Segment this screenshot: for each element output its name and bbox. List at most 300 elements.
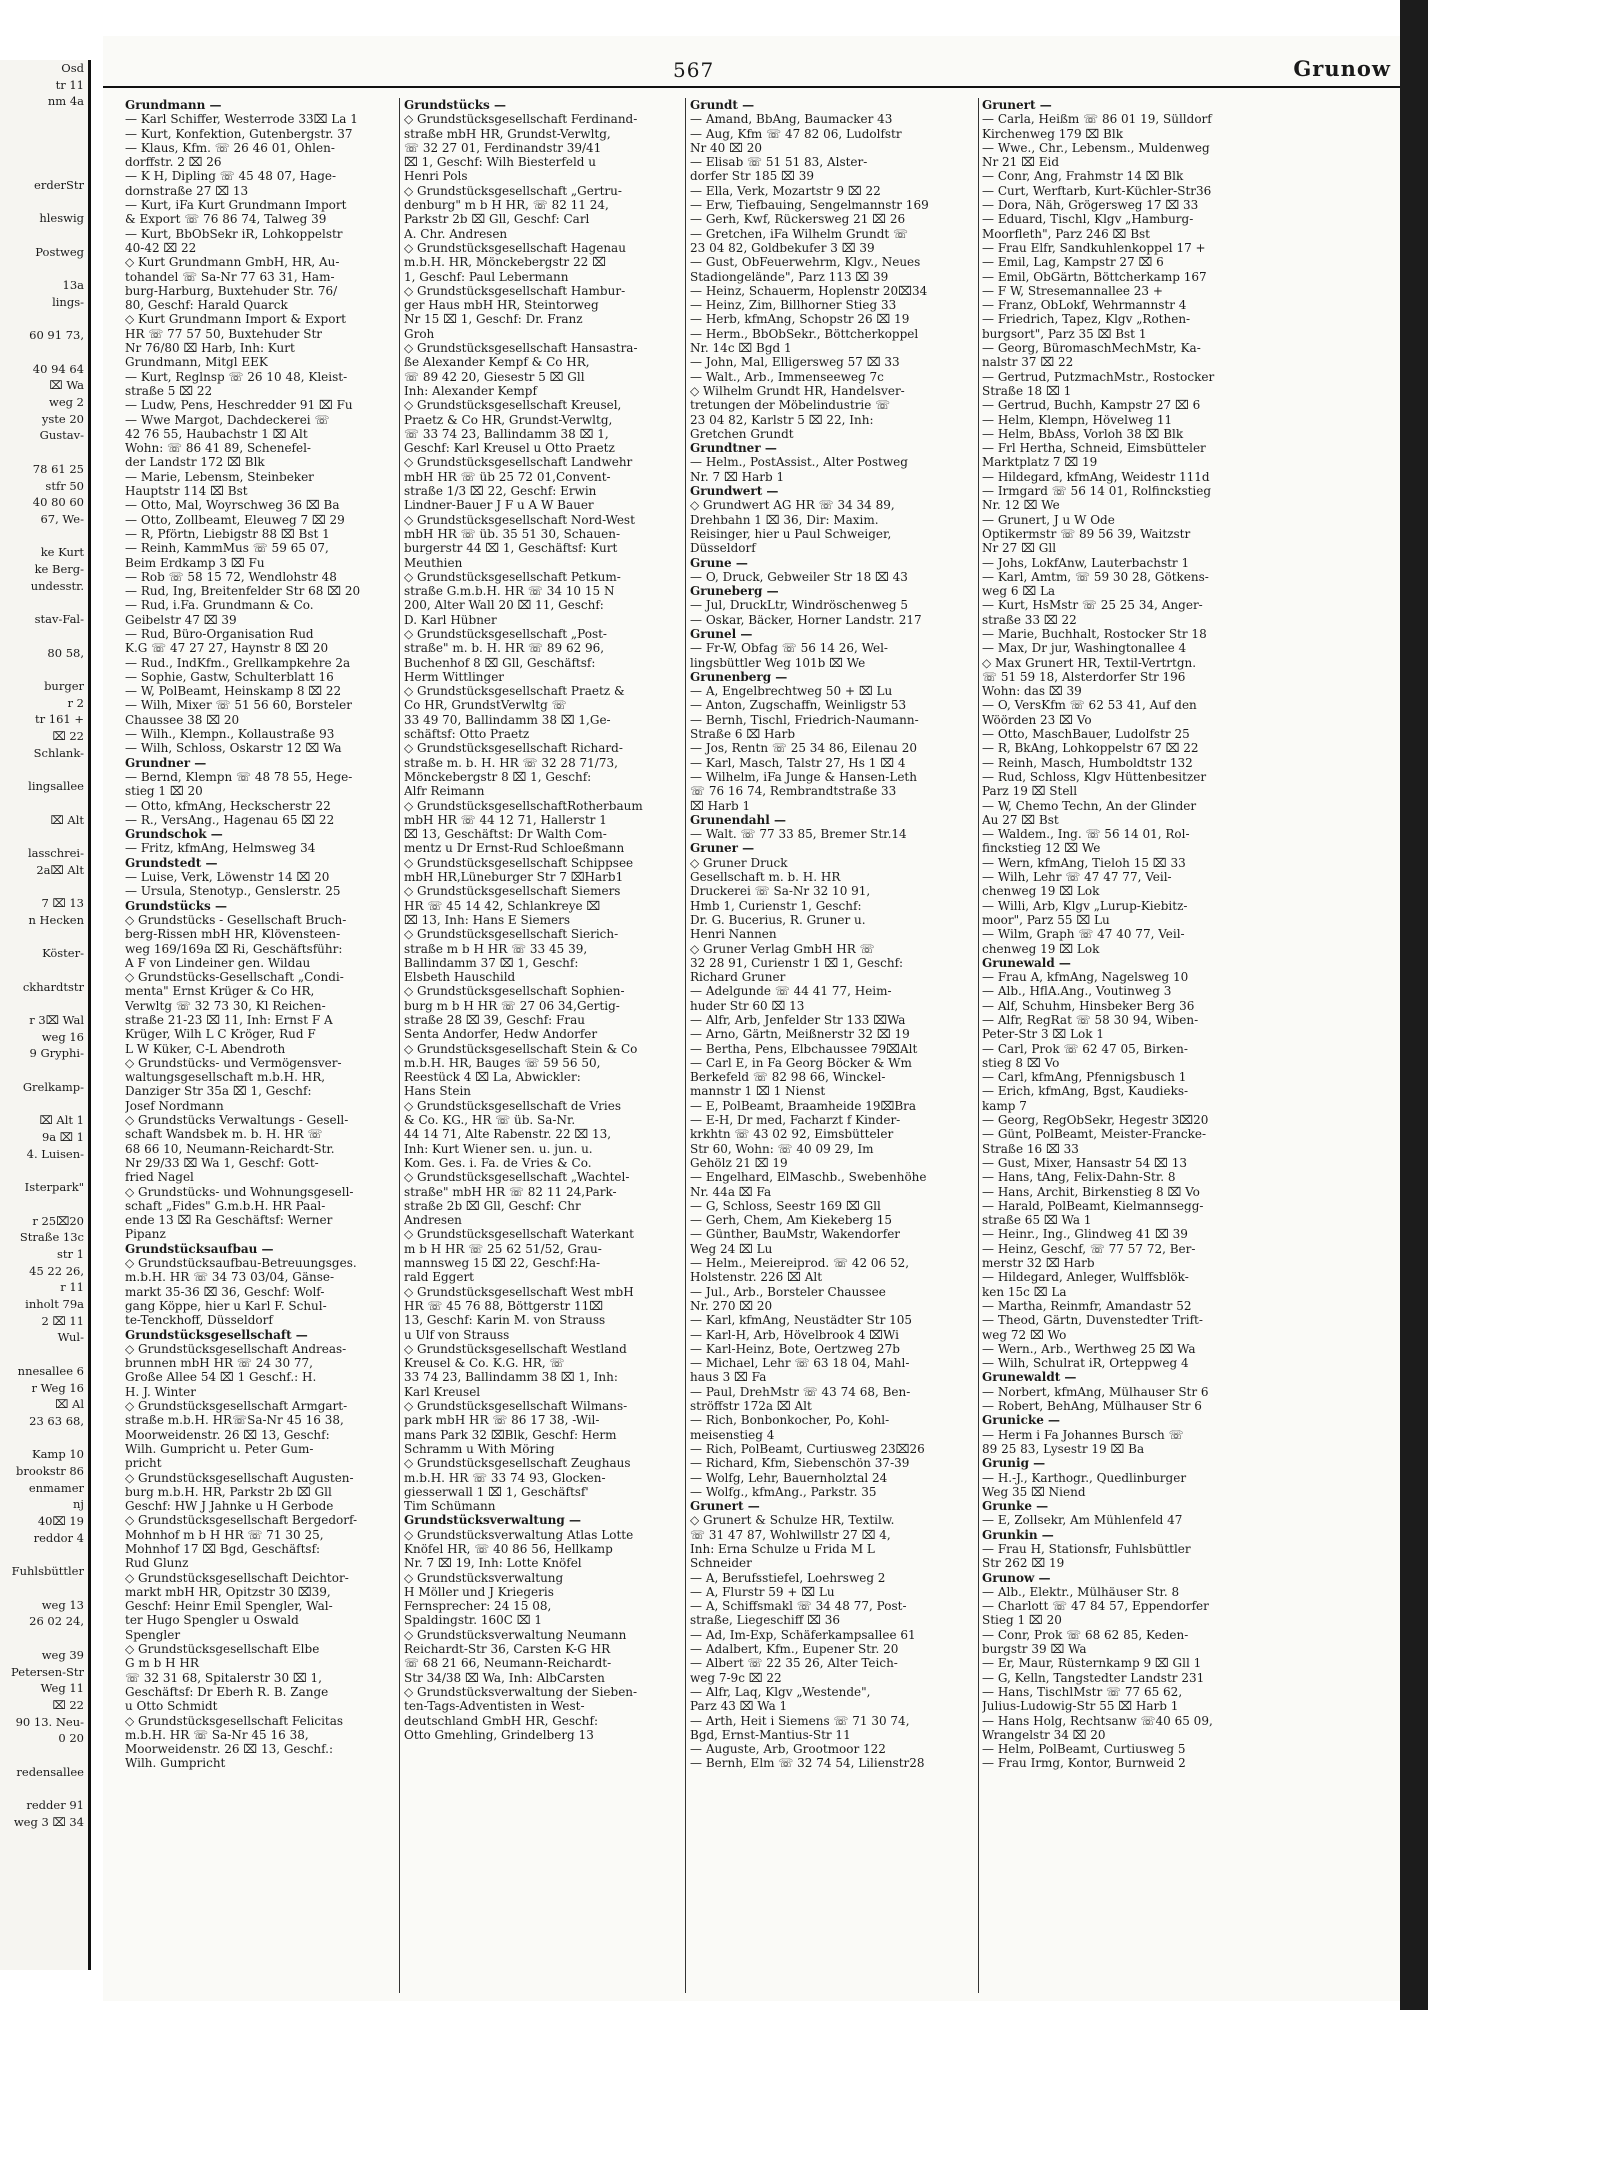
directory-entry-line: Inh: Kurt Wiener sen. u. jun. u. [404, 1141, 593, 1156]
directory-entry-line: denburg" m b H HR, ☏ 82 11 24, [404, 198, 609, 213]
previous-page-fragment: Isterpark" [24, 1180, 84, 1195]
directory-entry-line: mbH HR ☏ üb. 35 51 30, Schauen- [404, 526, 621, 541]
directory-entry-line: Otto Gmehling, Grindelberg 13 [404, 1727, 594, 1742]
directory-entry-line: ger Haus mbH HR, Steintorweg [404, 298, 599, 313]
surname-heading: Grundstedt — [125, 855, 218, 870]
directory-entry-line: — Richard, Kfm, Siebenschön 37-39 [690, 1456, 910, 1471]
directory-entry-line: Co HR, GrundstVerwltg ☏ [404, 698, 567, 713]
directory-entry-line: — Alb., HflA.Ang., Voutinweg 3 [982, 984, 1172, 999]
previous-page-margin [0, 60, 91, 1970]
directory-entry-line: brunnen mbH HR ☏ 24 30 77, [125, 1356, 313, 1371]
directory-entry-line: — Ursula, Stenotyp., Genslerstr. 25 [125, 884, 341, 899]
directory-entry-line: ◇ Grundstücks-Gesellschaft „Condi- [125, 970, 344, 985]
directory-entry-line: ◇ Grundstücksgesellschaft Deichtor- [125, 1570, 349, 1585]
directory-entry-line: A. Chr. Andresen [404, 226, 508, 241]
surname-heading: Grunenberg — [690, 669, 788, 684]
previous-page-fragment: 80 58, [47, 645, 84, 660]
directory-entry-line: ter Hugo Spengler u Oswald [125, 1613, 299, 1628]
directory-entry-line: — A, Berufsstiefel, Loehrsweg 2 [690, 1570, 886, 1585]
previous-page-fragment: Postweg [35, 244, 84, 259]
directory-entry-line: Wohn: ☏ 86 41 89, Schenefel- [125, 441, 311, 456]
directory-entry-line: — Erw, Tiefbauing, Sengelmannstr 169 [690, 198, 929, 213]
directory-entry-line: haus 3 ⌧ Fa [690, 1370, 767, 1385]
directory-entry-line: — Frau Elfr, Sandkuhlenkoppel 17 + [982, 240, 1206, 255]
directory-page [103, 36, 1423, 2001]
previous-page-fragment: 0 20 [58, 1731, 84, 1746]
previous-page-fragment: 4. Luisen- [26, 1146, 84, 1161]
previous-page-fragment: reddor 4 [33, 1530, 84, 1545]
previous-page-fragment [0, 1630, 88, 1647]
directory-entry-line: ströffstr 172a ⌧ Alt [690, 1399, 812, 1414]
directory-entry-line: ◇ Grundwert AG HR ☏ 34 34 89, [690, 498, 895, 513]
directory-entry-line: Kreusel & Co. K.G. HR, ☏ [404, 1356, 565, 1371]
directory-entry-line: — Alfr, Laq, Klgv „Westende", [690, 1684, 871, 1699]
previous-page-fragment: str 1 [57, 1246, 84, 1261]
directory-entry-line: — John, Mal, Elligersweg 57 ⌧ 33 [690, 355, 900, 370]
directory-entry-line: lingsbüttler Weg 101b ⌧ We [690, 655, 866, 670]
directory-entry-line: — Max, Dr jur, Washingtonallee 4 [982, 641, 1187, 656]
directory-entry-line: — Emil, ObGärtn, Böttcherkamp 167 [982, 269, 1207, 284]
previous-page-fragment: 60 91 73, [29, 328, 84, 343]
directory-entry-line: Nr. 270 ⌧ 20 [690, 1298, 773, 1313]
directory-entry-line: burg m.b.H. HR, Parkstr 2b ⌧ Gll [125, 1484, 332, 1499]
directory-entry-line: straße 28 ⌧ 39, Geschf: Frau [404, 1013, 585, 1027]
directory-entry-line: ◇ Grundstücksgesellschaft „Post- [404, 626, 607, 641]
directory-entry-line: ◇ Grundstücks- und Vermögensver- [125, 1055, 342, 1070]
surname-heading: Grundtner — [690, 441, 777, 456]
surname-heading: Gruneberg — [690, 584, 779, 599]
directory-entry-line: 1, Geschf: Paul Lebermann [404, 269, 569, 284]
directory-entry-line: Gehölz 21 ⌧ 19 [690, 1155, 788, 1170]
directory-entry-line: ◇ Grundstücksverwaltung [404, 1570, 564, 1585]
previous-page-fragment [0, 1780, 88, 1797]
directory-entry-line: burgerstr 44 ⌧ 1, Geschäftsf: Kurt [404, 541, 618, 556]
previous-page-fragment [0, 144, 88, 161]
column-2 [404, 98, 681, 1993]
directory-entry-line: ◇ Gruner Verlag GmbH HR ☏ [690, 941, 875, 956]
directory-entry-line: — Alfr, RegRat ☏ 58 30 94, Wiben- [982, 1013, 1199, 1027]
directory-entry-line: ☏ 31 47 87, Wohlwillstr 27 ⌧ 4, [690, 1527, 891, 1542]
directory-entry-line: 23 04 82, Goldbekufer 3 ⌧ 39 [690, 240, 875, 255]
directory-entry-line: Verwltg ☏ 32 73 30, Kl Reichen- [125, 998, 326, 1013]
previous-page-fragment: r 25⌧20 [32, 1213, 84, 1228]
directory-entry-line: Parkstr 2b ⌧ Gll, Geschf: Carl [404, 212, 590, 227]
directory-entry-line: — Wern., Arb., Werthweg 25 ⌧ Wa [982, 1341, 1196, 1356]
surname-heading: Grundstücks — [404, 98, 506, 112]
directory-entry-line: 40-42 ⌧ 22 [125, 240, 197, 255]
previous-page-fragment: tr 11 [55, 77, 84, 92]
directory-entry-line: Groh [404, 326, 435, 341]
directory-entry-line: ◇ Grundstücksgesellschaft Waterkant [404, 1227, 635, 1242]
directory-entry-line: — Marie, Lebensm, Steinbeker [125, 469, 314, 484]
directory-entry-line: — Bertha, Pens, Elbchaussee 79⌧Alt [690, 1041, 918, 1056]
previous-page-fragment: brookstr 86 [16, 1464, 84, 1479]
directory-entry-line: Ballindamm 37 ⌧ 1, Geschf: [404, 955, 579, 970]
previous-page-fragment: ⌧ Wa [49, 378, 84, 393]
directory-entry-line: Karl Kreusel [404, 1384, 481, 1399]
previous-page-fragment [0, 344, 88, 361]
directory-entry-line: — Herm., BbObSekr., Böttcherkoppel [690, 326, 919, 341]
directory-entry-line: straße 5 ⌧ 22 [125, 383, 213, 398]
previous-page-fragment: 26 02 24, [29, 1614, 84, 1629]
directory-entry-line: — Wwe., Chr., Lebensm., Muldenweg [982, 140, 1210, 155]
surname-heading: Grundstücksaufbau — [125, 1241, 274, 1256]
directory-entry-line: — Günther, BauMstr, Wakendorfer [690, 1227, 901, 1242]
directory-entry-line: — Helm., PostAssist., Alter Postweg [690, 455, 908, 470]
directory-entry-line: Alfr Reimann [404, 784, 485, 799]
directory-entry-line: — E, PolBeamt, Braamheide 19⌧Bra [690, 1098, 917, 1113]
directory-entry-line: — Luise, Verk, Löwenstr 14 ⌧ 20 [125, 870, 330, 885]
directory-entry-line: Nr 15 ⌧ 1, Geschf: Dr. Franz [404, 312, 583, 327]
directory-entry-line: — Emil, Lag, Kampstr 27 ⌧ 6 [982, 255, 1164, 270]
directory-entry-line: ◇ Grundstücksgesellschaft Augusten- [125, 1470, 354, 1485]
previous-page-fragment: 90 13. Neu- [15, 1714, 84, 1729]
directory-entry-line: Mohnhof m b H HR ☏ 71 30 25, [125, 1527, 324, 1542]
directory-entry-line: Wöörden 23 ⌧ Vo [982, 712, 1092, 727]
surname-heading: Grunert — [690, 1499, 760, 1514]
directory-entry-line: weg 169/169a ⌧ Ri, Geschäftsführ: [125, 941, 343, 956]
previous-page-fragment [0, 311, 88, 328]
previous-page-fragment: Grelkamp- [22, 1079, 84, 1094]
directory-entry-line: — Johs, LokfAnw, Lauterbachstr 1 [982, 555, 1190, 570]
directory-entry-line: Henri Nannen [690, 927, 777, 942]
directory-entry-line: ◇ Grundstücksgesellschaft Siemers [404, 884, 621, 899]
directory-entry-line: m.b.H. HR ☏ Sa-Nr 45 16 38, [125, 1727, 309, 1742]
directory-entry-line: ◇ Grundstücksaufbau-Betreuungsges. [125, 1256, 357, 1271]
previous-page-fragment: r 11 [60, 1280, 84, 1295]
directory-entry-line: — Rob ☏ 58 15 72, Wendlohstr 48 [125, 569, 337, 584]
directory-entry-line: — Kurt, BbObSekr iR, Lohkoppelstr [125, 226, 343, 241]
directory-entry-line: — Carl, kfmAng, Pfennigsbusch 1 [982, 1070, 1187, 1085]
directory-entry-line: — E, Zollsekr, Am Mühlenfeld 47 [982, 1513, 1183, 1528]
previous-page-fragment: lings- [52, 294, 84, 309]
directory-entry-line: deutschland GmbH HR, Geschf: [404, 1713, 598, 1728]
directory-entry-line: Wilh. Gumpricht [125, 1756, 226, 1771]
page-number: 567 [673, 58, 715, 82]
directory-entry-line: ◇ Grundstücksgesellschaft Kreusel, [404, 398, 622, 413]
previous-page-fragment [0, 227, 88, 244]
previous-page-fragment: weg 16 [41, 1029, 84, 1044]
directory-entry-line: — Willi, Arb, Klgv „Lurup-Kiebitz- [982, 898, 1188, 913]
previous-page-fragment: 7 ⌧ 13 [41, 896, 84, 911]
directory-entry-line: Tim Schümann [404, 1499, 496, 1514]
previous-page-fragment: 2 ⌧ 11 [41, 1313, 84, 1328]
directory-entry-line: Andresen [404, 1213, 462, 1228]
surname-heading: Grune — [690, 555, 748, 570]
directory-entry-line: — R, BkAng, Lohkoppelstr 67 ⌧ 22 [982, 741, 1199, 756]
directory-entry-line: — Paul, DrehMstr ☏ 43 74 68, Ben- [690, 1384, 911, 1399]
directory-entry-line: Henri Pols [404, 169, 468, 184]
surname-heading: Grunke — [982, 1499, 1049, 1514]
directory-entry-line: — Herm i Fa Johannes Bursch ☏ [982, 1427, 1184, 1442]
directory-entry-line: krkhtn ☏ 43 02 92, Eimsbütteler [690, 1127, 894, 1142]
directory-entry-line: Bgd, Ernst-Mantius-Str 11 [690, 1727, 851, 1742]
directory-entry-line: mbH HR ☏ 44 12 71, Hallerstr 1 [404, 812, 607, 827]
directory-entry-line: gang Köppe, hier u Karl F. Schul- [125, 1298, 327, 1313]
directory-entry-line: Danziger Str 35a ⌧ 1, Geschf: [125, 1084, 312, 1099]
directory-entry-line: — Walt. ☏ 77 33 85, Bremer Str.14 [690, 827, 907, 842]
directory-entry-line: straße 65 ⌧ Wa 1 [982, 1213, 1092, 1228]
directory-entry-line: dornstraße 27 ⌧ 13 [125, 183, 249, 198]
directory-entry-line: waltungsgesellschaft m.b.H. HR, [125, 1070, 326, 1085]
directory-entry-line: ◇ Grundstücksgesellschaft Westland [404, 1341, 627, 1356]
directory-entry-line: ende 13 ⌧ Ra Geschäftsf: Werner [125, 1213, 333, 1228]
directory-entry-line: — Wilm, Graph ☏ 47 40 77, Veil- [982, 927, 1185, 942]
previous-page-fragment: erderStr [34, 177, 84, 192]
directory-entry-line: Geschf: HW J Jahnke u H Gerbode [125, 1499, 334, 1514]
previous-page-fragment [0, 1430, 88, 1447]
directory-entry-line: — Bernd, Klempn ☏ 48 78 55, Hege- [125, 769, 353, 784]
surname-heading: Grunkin — [982, 1527, 1054, 1542]
directory-entry-line: — Arno, Gärtn, Meißnerstr 32 ⌧ 19 [690, 1027, 910, 1042]
directory-entry-line: Moorfleth", Parz 246 ⌧ Bst [982, 226, 1150, 241]
directory-entry-line: Buchenhof 8 ⌧ Gll, Geschäftsf: [404, 655, 596, 670]
directory-entry-line: — Karl-Heinz, Bote, Oertzweg 27b [690, 1341, 900, 1356]
directory-entry-line: — Eduard, Tischl, Klgv „Hamburg- [982, 212, 1194, 227]
directory-entry-line: — Marie, Buchhalt, Rostocker Str 18 [982, 626, 1207, 641]
previous-page-fragment [0, 1196, 88, 1213]
directory-entry-line: 68 66 10, Neumann-Reichardt-Str. [125, 1141, 335, 1156]
directory-entry-line: Reestück 4 ⌧ La, Abwickler: [404, 1070, 581, 1085]
directory-entry-line: — Waldem., Ing. ☏ 56 14 01, Rol- [982, 827, 1190, 842]
previous-page-fragment: lasschrei- [27, 846, 84, 861]
directory-entry-line: — R., VersAng., Hagenau 65 ⌧ 22 [125, 812, 335, 827]
previous-page-fragment: redensallee [16, 1764, 84, 1779]
directory-entry-line: — Charlott ☏ 47 84 57, Eppendorfer [982, 1599, 1209, 1614]
directory-entry-line: giesserwall 1 ⌧ 1, Geschäftsf' [404, 1484, 589, 1499]
directory-entry-line: mans Park 32 ⌧Blk, Geschf: Herm [404, 1427, 617, 1442]
directory-entry-line: — Kurt, Reglnsp ☏ 26 10 48, Kleist- [125, 369, 348, 384]
directory-entry-line: — Carl, Prok ☏ 62 47 05, Birken- [982, 1041, 1188, 1056]
directory-entry-line: Moorweidenstr. 26 ⌧ 13, Geschf.: [125, 1742, 334, 1757]
directory-entry-line: Straße 6 ⌧ Harb [690, 727, 795, 742]
directory-entry-line: Knöfel HR, ☏ 40 86 56, Hellkamp [404, 1541, 613, 1556]
directory-entry-line: — Conr, Prok ☏ 68 62 85, Keden- [982, 1627, 1189, 1642]
directory-entry-line: — Jos, Rentn ☏ 25 34 86, Eilenau 20 [690, 741, 917, 756]
directory-entry-line: D. Karl Hübner [404, 612, 497, 627]
directory-entry-line: — Conr, Ang, Frahmstr 14 ⌧ Blk [982, 169, 1184, 184]
directory-entry-line: — Karl-H, Arb, Hövelbrook 4 ⌧Wi [690, 1327, 899, 1342]
previous-page-fragment: r Weg 16 [31, 1380, 84, 1395]
directory-entry-line: — H.-J., Karthogr., Quedlinburger [982, 1470, 1187, 1485]
directory-entry-line: straße m.b.H. HR☏Sa-Nr 45 16 38, [125, 1413, 344, 1428]
directory-entry-line: Nr. 12 ⌧ We [982, 498, 1060, 513]
previous-page-fragment: r 2 [67, 695, 84, 710]
directory-entry-line: Nr 76/80 ⌧ Harb, Inh: Kurt [125, 341, 295, 356]
previous-page-fragment [0, 962, 88, 979]
directory-entry-line: straße m. b. H. HR ☏ 32 28 71/73, [404, 755, 618, 770]
directory-entry-line: — Helm, Klempn, Hövelweg 11 [982, 412, 1173, 427]
directory-entry-line: — Karl, Masch, Talstr 27, Hs 1 ⌧ 4 [690, 755, 906, 770]
directory-entry-line: chenweg 19 ⌧ Lok [982, 941, 1100, 956]
previous-page-fragment [0, 194, 88, 211]
surname-heading: Grunewald — [982, 955, 1071, 970]
directory-entry-line: Julius-Ludowig-Str 55 ⌧ Harb 1 [982, 1699, 1179, 1714]
directory-entry-line: Hauptstr 114 ⌧ Bst [125, 484, 248, 499]
directory-entry-line: — Friedrich, Tapez, Klgv „Rothen- [982, 312, 1191, 327]
directory-entry-line: — Hans, tAng, Felix-Dahn-Str. 8 [982, 1170, 1176, 1185]
directory-entry-line: — Alf, Schuhm, Hinsbeker Berg 36 [982, 998, 1195, 1013]
directory-entry-line: — Engelhard, ElMaschb., Swebenhöhe [690, 1170, 927, 1185]
directory-entry-line: — Kurt, Konfektion, Gutenbergstr. 37 [125, 126, 353, 141]
directory-entry-line: — Wolfg., kfmAng., Parkstr. 35 [690, 1484, 877, 1499]
column-divider [978, 98, 979, 1993]
directory-entry-line: 42 76 55, Haubachstr 1 ⌧ Alt [125, 426, 308, 441]
directory-entry-line: ◇ Kurt Grundmann Import & Export [125, 312, 346, 327]
surname-heading: Grunendahl — [690, 812, 787, 827]
directory-entry-line: — Franz, ObLokf, Wehrmannstr 4 [982, 298, 1187, 313]
directory-entry-line: — Wilh, Mixer ☏ 51 56 60, Borsteler [125, 698, 352, 713]
column-4 [982, 98, 1284, 1993]
directory-entry-line: ◇ Grundstücksgesellschaft Landwehr [404, 455, 633, 470]
directory-entry-line: mannsweg 15 ⌧ 22, Geschf:Ha- [404, 1256, 601, 1271]
column-3 [690, 98, 974, 1993]
directory-entry-line: — Theod, Gärtn, Duvenstedter Trift- [982, 1313, 1203, 1328]
directory-entry-line: ◇ Grundstücksgesellschaft Richard- [404, 741, 623, 756]
previous-page-fragment: ckhardtstr [22, 979, 84, 994]
directory-entry-line: — Jul., Arb., Borsteler Chaussee [690, 1284, 886, 1299]
previous-page-fragment: 2a⌧ Alt [36, 862, 84, 877]
directory-entry-line: Nr 21 ⌧ Eid [982, 155, 1060, 170]
directory-entry-line: — Michael, Lehr ☏ 63 18 04, Mahl- [690, 1356, 910, 1371]
directory-entry-line: schäftsf: Otto Praetz [404, 727, 530, 742]
previous-page-fragment: Schlank- [33, 745, 84, 760]
directory-entry-line: — Klaus, Kfm. ☏ 26 46 01, Ohlen- [125, 140, 335, 155]
directory-entry-line: — Hans, TischlMstr ☏ 77 65 62, [982, 1684, 1183, 1699]
directory-entry-line: — Anton, Zugschaffn, Weinligstr 53 [690, 698, 907, 713]
surname-heading: Grunert — [982, 98, 1052, 112]
directory-entry-line: — Helm., Meiereiprod. ☏ 42 06 52, [690, 1256, 910, 1271]
directory-entry-line: — Harald, PolBeamt, Kielmannsegg- [982, 1198, 1204, 1213]
surname-heading: Grunow — [982, 1570, 1051, 1585]
directory-entry-line: — Hans Holg, Rechtsanw ☏40 65 09, [982, 1713, 1213, 1728]
previous-page-fragment: Straße 13c [19, 1230, 84, 1245]
directory-entry-line: Wilh. Gumpricht u. Peter Gum- [125, 1441, 314, 1456]
previous-page-fragment [0, 260, 88, 277]
surname-heading: Grundschok — [125, 827, 223, 842]
directory-entry-line: Nr. 7 ⌧ 19, Inh: Lotte Knöfel [404, 1556, 582, 1571]
directory-entry-line: — Gretchen, iFa Wilhelm Grundt ☏ [690, 226, 909, 241]
directory-entry-line: — Heinr., Ing., Glindweg 41 ⌧ 39 [982, 1227, 1188, 1242]
directory-entry-line: straße, Liegeschiff ⌧ 36 [690, 1613, 841, 1628]
directory-entry-line: — Adalbert, Kfm., Eupener Str. 20 [690, 1642, 899, 1657]
directory-entry-line: ◇ Grundstücksgesellschaft Hansastra- [404, 341, 638, 356]
previous-page-fragment: ke Kurt [40, 545, 84, 560]
surname-heading: Grundner — [125, 755, 207, 770]
directory-entry-line: ⌧ Harb 1 [690, 798, 751, 813]
directory-entry-line: — Curt, Werftarb, Kurt-Küchler-Str36 [982, 183, 1212, 198]
directory-entry-line: ◇ Grundstücks - Gesellschaft Bruch- [125, 912, 347, 927]
directory-entry-line: Düsseldorf [690, 541, 756, 556]
directory-entry-line: — Helm, BbAss, Vorloh 38 ⌧ Blk [982, 426, 1184, 441]
directory-entry-line: pricht [125, 1456, 162, 1471]
directory-entry-line: & Export ☏ 76 86 74, Talweg 39 [125, 212, 327, 227]
directory-entry-line: Drehbahn 1 ⌧ 36, Dir: Maxim. [690, 512, 879, 527]
directory-entry-line: — Oskar, Bäcker, Horner Landstr. 217 [690, 612, 922, 627]
directory-entry-line: straße m b H HR ☏ 33 45 39, [404, 941, 588, 956]
directory-entry-line: ⌧ 13, Inh: Hans E Siemers [404, 912, 571, 927]
directory-entry-line: Straße 18 ⌧ 1 [982, 383, 1072, 398]
directory-entry-line: — Grunert, J u W Ode [982, 512, 1115, 527]
directory-entry-line: 33 74 23, Ballindamm 38 ⌧ 1, Inh: [404, 1370, 618, 1385]
directory-entry-line: — Otto, kfmAng, Heckscherstr 22 [125, 798, 331, 813]
directory-entry-line: ◇ Grundstücksgesellschaft Felicitas [125, 1713, 344, 1728]
previous-page-fragment: Petersen-Str [11, 1664, 84, 1679]
directory-entry-line: markt mbH HR, Opitzstr 30 ⌧39, [125, 1584, 331, 1599]
directory-entry-line: Optikermstr ☏ 89 56 39, Waitzstr [982, 526, 1191, 541]
header-rule [103, 86, 1408, 88]
directory-entry-line: — Georg, RegObSekr, Hegestr 3⌧20 [982, 1113, 1209, 1128]
directory-entry-line: — Rud., IndKfm., Grellkampkehre 2a [125, 655, 351, 670]
previous-page-fragment [0, 444, 88, 461]
directory-entry-line: Str 60, Wohn: ☏ 40 09 29, Im [690, 1141, 874, 1156]
directory-entry-line: ☏ 76 16 74, Rembrandtstraße 33 [690, 784, 897, 799]
directory-entry-line: — Jul, DruckLtr, Windröschenweg 5 [690, 598, 909, 613]
directory-entry-line: mbH HR ☏ üb 25 72 01,Convent- [404, 469, 611, 484]
directory-entry-line: ◇ Max Grunert HR, Textil-Vertrtgn. [982, 655, 1197, 670]
directory-entry-line: ◇ GrundstücksgesellschaftRotherbaum [404, 798, 643, 813]
directory-entry-line: ten-Tags-Adventisten in West- [404, 1699, 585, 1714]
directory-entry-line: — Amand, BbAng, Baumacker 43 [690, 112, 893, 127]
directory-entry-line: — Wwe Margot, Dachdeckerei ☏ [125, 412, 330, 427]
directory-entry-line: Chaussee 38 ⌧ 20 [125, 712, 240, 727]
directory-entry-line: — Rud, Büro-Organisation Rud [125, 626, 314, 641]
directory-entry-line: Beim Erdkamp 3 ⌧ Fu [125, 555, 265, 570]
directory-entry-line: — R, Pförtn, Liebigstr 88 ⌧ Bst 1 [125, 526, 330, 541]
directory-entry-line: park mbH HR ☏ 86 17 38, -Wil- [404, 1413, 600, 1428]
directory-entry-line: Schneider [690, 1556, 752, 1571]
directory-entry-line: straße 21-23 ⌧ 11, Inh: Ernst F A [125, 1013, 333, 1027]
directory-entry-line: Straße 16 ⌧ 33 [982, 1141, 1079, 1156]
directory-entry-line: dorffstr. 2 ⌧ 26 [125, 155, 222, 170]
directory-entry-line: m.b.H. HR ☏ 33 74 93, Glocken- [404, 1470, 606, 1485]
directory-entry-line: mannstr 1 ⌧ 1 Nienst [690, 1084, 826, 1099]
directory-entry-line: — Frau H, Stationsfr, Fuhlsbüttler [982, 1541, 1191, 1556]
directory-entry-line: Senta Andorfer, Hedw Andorfer [404, 1027, 598, 1042]
column-divider [399, 98, 400, 1993]
surname-heading: Grundstücks — [125, 898, 227, 913]
directory-entry-line: — Wilh, Schloss, Oskarstr 12 ⌧ Wa [125, 741, 342, 756]
previous-page-fragment [0, 929, 88, 946]
previous-page-fragment: ⌧ Al [55, 1397, 84, 1412]
directory-entry-line: Nr 27 ⌧ Gll [982, 541, 1057, 556]
directory-entry-line: — Wilh., Klempn., Kollaustraße 93 [125, 727, 335, 742]
directory-entry-line: — Hildegard, Anleger, Wulffsblök- [982, 1270, 1189, 1285]
directory-entry-line: — Arth, Heit i Siemens ☏ 71 30 74, [690, 1713, 910, 1728]
directory-entry-line: Peter-Str 3 ⌧ Lok 1 [982, 1027, 1104, 1042]
directory-entry-line: — Heinz, Schauerm, Hoplenstr 20⌧34 [690, 283, 928, 298]
directory-entry-line: — Heinz, Zim, Billhorner Stieg 33 [690, 298, 897, 313]
surname-heading: Grunicke — [982, 1413, 1061, 1428]
directory-entry-line: 44 14 71, Alte Rabenstr. 22 ⌧ 13, [404, 1127, 612, 1142]
directory-entry-line: ⌧ 13, Geschäftst: Dr Walth Com- [404, 827, 607, 842]
directory-entry-line: — Frau Irmg, Kontor, Burnweid 2 [982, 1756, 1186, 1771]
directory-entry-line: 13, Geschf: Karin M. von Strauss [404, 1313, 606, 1328]
previous-page-fragment [0, 1580, 88, 1597]
directory-entry-line: tretungen der Möbelindustrie ☏ [690, 398, 891, 413]
directory-entry-line: — Martha, Reinmfr, Amandastr 52 [982, 1298, 1192, 1313]
directory-entry-line: Parz 19 ⌧ Stell [982, 784, 1078, 799]
directory-entry-line: Hans Stein [404, 1084, 472, 1099]
previous-page-fragment [0, 1346, 88, 1363]
directory-entry-line: — Frau A, kfmAng, Nagelsweg 10 [982, 970, 1189, 985]
directory-entry-line: ◇ Grundstücksverwaltung Atlas Lotte [404, 1527, 634, 1542]
directory-entry-line: straße" m. b. H. HR ☏ 89 62 96, [404, 641, 605, 656]
directory-entry-line: 32 28 91, Curienstr 1 ⌧ 1, Geschf: [690, 955, 904, 970]
previous-page-fragment: n Hecken [28, 912, 84, 927]
directory-entry-line: — Alb., Elektr., Mülhäuser Str. 8 [982, 1584, 1180, 1599]
directory-entry-line: — A, Flurstr 59 + ⌧ Lu [690, 1584, 835, 1599]
